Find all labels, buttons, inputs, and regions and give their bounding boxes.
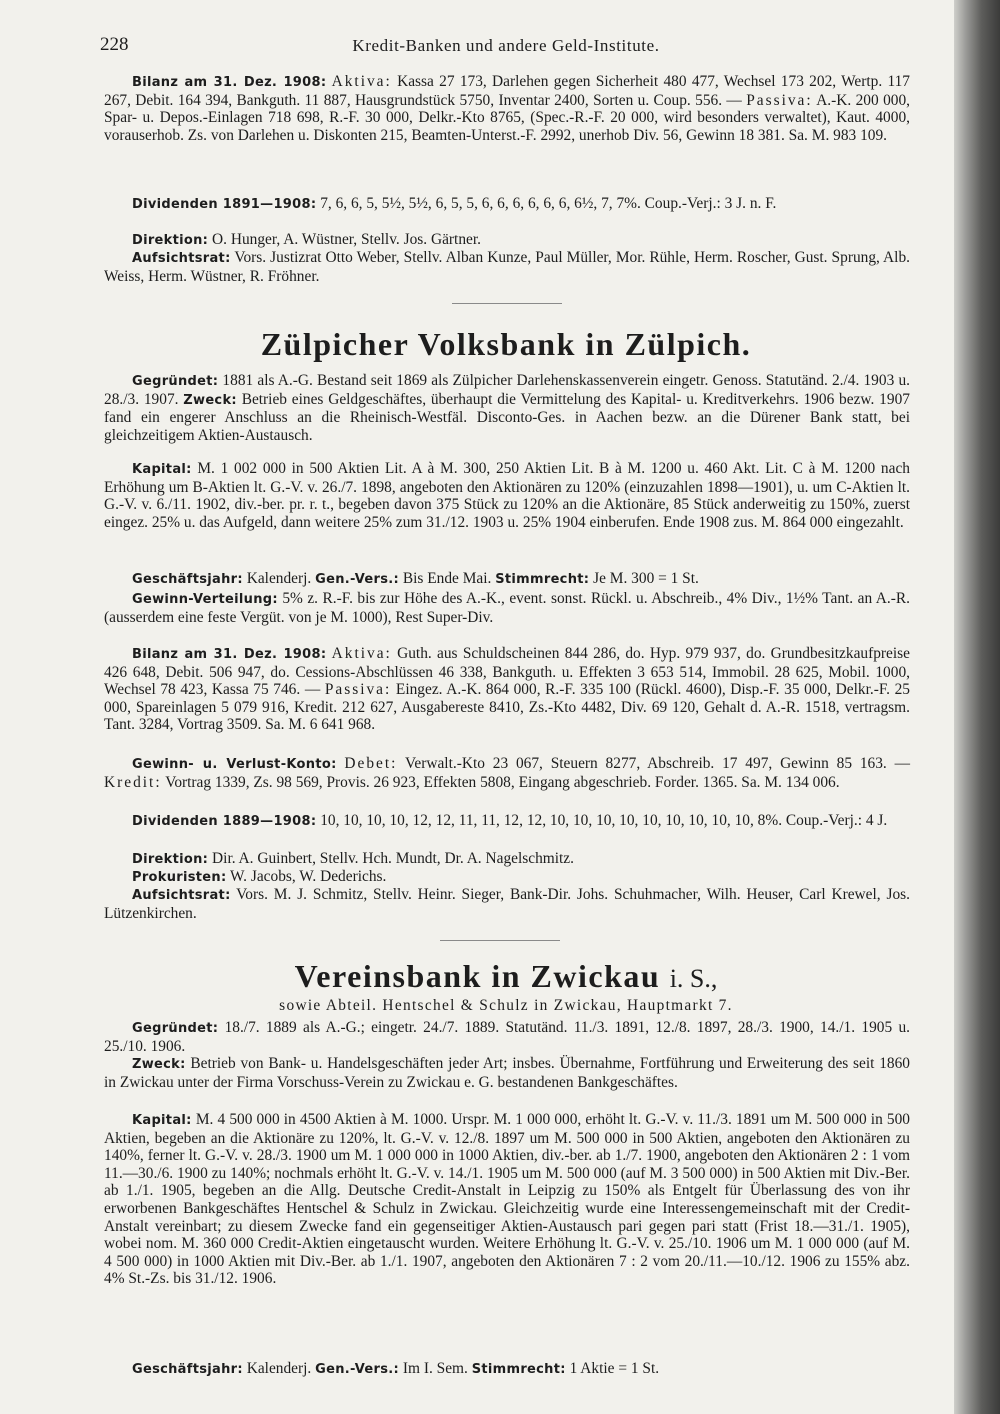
- prev-dividenden-text: 7, 6, 6, 5, 5½, 5½, 6, 5, 5, 6, 6, 6, 6, 6, 6, 6½, 7, 7%. Coup.-Verj.: 3 J. n. F.: [320, 195, 777, 212]
- zuelpich-passiva-label: Passiva:: [324, 681, 392, 699]
- zwickau-kapital-label: Kapital:: [132, 1113, 192, 1128]
- zuelpich-gj-text: Kalenderj.: [246, 570, 312, 587]
- zuelpich-direktion-label: Direktion:: [132, 852, 209, 867]
- zuelpich-gegruendet: [104, 372, 910, 444]
- zuelpich-dividenden-label: Dividenden 1889—1908:: [132, 814, 317, 829]
- zuelpich-gewinnverteilung: [104, 590, 910, 626]
- zwickau-gegruendet-label: Gegründet:: [132, 1021, 219, 1036]
- page-header: [96, 34, 916, 64]
- zuelpich-gegruendet-label: Gegründet:: [132, 374, 219, 389]
- running-head: Kredit-Banken und andere Geld-Institute.: [352, 36, 660, 55]
- prev-direktion-text: O. Hunger, A. Wüstner, Stellv. Jos. Gärtner.: [212, 231, 481, 248]
- zuelpich-zweck-label: Zweck:: [183, 392, 237, 408]
- zuelpich-dividenden: [104, 812, 910, 831]
- zuelpich-kapital: [104, 460, 910, 531]
- zuelpich-stimm-text: Je M. 300 = 1 St.: [593, 570, 699, 587]
- zwickau-gegruendet: [104, 1019, 910, 1055]
- zwickau-gv-label: Gen.-Vers.:: [315, 1362, 400, 1377]
- section-divider-2: [440, 940, 560, 941]
- zwickau-geschaeftsjahr: [104, 1360, 910, 1379]
- zwickau-kapital-text: M. 4 500 000 in 4500 Aktien à M. 1000. Urspr. M. 1 000 000, erhöht lt. G.-V. v. 11./3. 1891 um M. 500 000 in 500 Aktien, begeben an die Aktionäre zu 120%, lt. G.-V. v. 12./8. 1897 um M. 500 000 in 500 Aktien, angeboten den Aktionären zu 140%, ferner lt. G.-V. v. 28./3. 1900 um M. 1 000 000 in 1000 Aktien, div.-ber. ab 1./7. 1900, angeboten den Aktionären 2 : 1 vom 11.—30./6. 1900 zu 140%; nochmals erhöht lt. G.-V. v. 14./1. 1905 um M. 500 000 (auf M. 3 500 000) in 500 Aktien mit Div.-Ber. ab 1./1. 1905, begeben an die Allg. Deutsche Credit-Anstalt in Leipzig zu 150% als Entgelt für Überlassung des von ihr erworbenen Bankgeschäftes Hentschel & Schulz in Zwickau. Gleichzeitig wurde eine Interessengemeinschaft mit der Credit-Anstalt vereinbart; zu diesem Zwecke fand ein gegenseitiger Aktien-Austausch pari gegen pari statt (Frist 18.—31./1. 1905), wobei nom. M. 360 000 Credit-Aktien eingetauscht wurden. Weitere Erhöhung lt. G.-V. v. 25./10. 1906 um M. 1 000 000 (auf M. 4 500 000) in 1000 Aktien mit Div.-Ber. ab 1./1. 1907, angeboten den Aktionären 7 : 2 vom 20./11.—10./12. 1906 zu 155% abz. 4% St.-Zs. bis 31./12. 1906.: [104, 1111, 910, 1288]
- prev-aktiva-text: Kassa 27 173, Darlehen gegen Sicherheit 480 477, Wechsel 173 202, Wertp. 117 267, Debit. 164 394, Bankguth. 11 887, Hausgrundstück 5750, Inventar 2400, Sorten u. Coup. 556. —: [104, 73, 910, 109]
- zuelpich-gewinnverteilung-label: Gewinn-Verteilung:: [132, 592, 278, 607]
- prev-aufsichtsrat: [104, 249, 910, 285]
- prev-aufsichtsrat-text: Vors. Justizrat Otto Weber, Stellv. Alban Kunze, Paul Müller, Mor. Rühle, Herm. Roscher, Gust. Sprung, Alb. Weiss, Herm. Wüstner, R. Fröhner.: [104, 249, 910, 285]
- prev-dividenden: [104, 195, 910, 214]
- zuelpich-aufsichtsrat: [104, 886, 910, 922]
- zuelpich-gv-konto-label: Gewinn- u. Verlust-Konto:: [132, 757, 337, 772]
- zuelpich-kapital-text: M. 1 002 000 in 500 Aktien Lit. A à M. 300, 250 Aktien Lit. B à M. 1200 u. 460 Akt. Lit. C à M. 1200 nach Erhöhung um B-Aktien lt. G.-V. v. 26./7. 1898, angeboten den Aktionären zu 120% (einzuzahlen 1898—1901), u. um C-Aktien lt. G.-V. v. 6./11. 1902, div.-ber. pr. r. t., begeben davon 375 Stück zu 120% an die Aktionäre, 85 Stück anderweitig zu 150%, zuerst eingez. 25% u. das Aufgeld, dann weitere 25% zum 31./12. 1903 u. 25% 1904 einberufen. Ende 1908 zus. M. 864 000 eingezahlt.: [104, 460, 910, 531]
- zuelpich-prokuristen: [104, 868, 910, 887]
- zuelpich-gewinnverteilung-text: 5% z. R.-F. bis zur Höhe des A.-K., event. sonst. Rückl. u. Abschreib., 4% Div., 1½% Tant. an A.-R. (ausserdem eine feste Vergüt. von je M. 1000), Rest Super-Div.: [104, 590, 910, 626]
- prev-direktion-label: Direktion:: [132, 233, 209, 248]
- zuelpich-gegruendet-text: 1881 als A.-G. Bestand seit 1869 als Zülpicher Darlehenskassenverein eingetr. Genoss. Statutänd. 2./4. 1903 u. 28./3. 1907.: [104, 372, 910, 408]
- zuelpich-debet-label: Debet:: [344, 755, 398, 772]
- prev-passiva-text: A.-K. 200 000, Spar- u. Depos.-Einlagen 718 698, R.-F. 30 000, Delkr.-Kto 8765, (Spec.-R.-F. 20 000, wird besonders verwaltet), Kaut. 4000, vorauserhob. Zs. von Darlehen u. Diskonten 215, Beamten-Unterst.-F. 2992, unerhob Div. 56, Gewinn 18 381. Sa. M. 983 109.: [104, 91, 911, 144]
- section-divider: [452, 303, 562, 304]
- prev-passiva-label: Passiva:: [746, 91, 813, 109]
- zwickau-kapital: [104, 1111, 910, 1288]
- prev-aufsichtsrat-label: Aufsichtsrat:: [132, 251, 231, 266]
- zuelpich-passiva-text: Eingez. A.-K. 864 000, R.-F. 335 100 (Rückl. 4600), Disp.-F. 35 000, Delkr.-F. 25 000, Spareinlagen 5 079 916, Kredit. 212 627, Ausgabereste 8410, Zs.-Kto 4482, Div. 69 120, Gehalt d. A.-R. 1518, vertragsm. Tant. 3284, Vortrag 3509. Sa. M. 6 641 968.: [104, 681, 911, 734]
- zuelpich-bilanz: [104, 645, 910, 734]
- zwickau-title: [96, 958, 916, 995]
- zwickau-subtitle: sowie Abteil. Hentschel & Schulz in Zwickau, Hauptmarkt 7.: [279, 997, 733, 1014]
- zuelpich-aktiva-label: Aktiva:: [331, 645, 392, 662]
- zuelpich-kredit-label: Kredit:: [104, 773, 162, 791]
- page-number: 228: [100, 34, 129, 55]
- zuelpich-geschaeftsjahr: [104, 570, 910, 589]
- zuelpich-direktion-text: Dir. A. Guinbert, Stellv. Hch. Mundt, Dr. A. Nagelschmitz.: [212, 850, 574, 867]
- zwickau-gj-label: Geschäftsjahr:: [132, 1362, 243, 1377]
- zuelpich-aufsichtsrat-text: Vors. M. J. Schmitz, Stellv. Heinr. Sieger, Bank-Dir. Johs. Schuhmacher, Wilh. Heuser, Carl Krewel, Jos. Lützenkirchen.: [104, 886, 910, 922]
- zuelpich-kredit-text: Vortrag 1339, Zs. 98 569, Provis. 26 923, Effekten 5808, Eingang abgeschrieb. Forder. 1365. Sa. M. 134 006.: [165, 773, 840, 791]
- zwickau-title-suffix: i. S.,: [669, 964, 718, 993]
- zuelpich-gv-label: Gen.-Vers.:: [315, 572, 400, 587]
- zwickau-gj-text: Kalenderj.: [246, 1360, 312, 1377]
- zuelpich-gj-label: Geschäftsjahr:: [132, 572, 243, 587]
- zuelpich-prokuristen-text: W. Jacobs, W. Dederichs.: [230, 868, 387, 885]
- zwickau-zweck-label: Zweck:: [132, 1057, 186, 1072]
- zuelpich-prokuristen-label: Prokuristen:: [132, 870, 227, 885]
- zwickau-zweck: [104, 1055, 910, 1091]
- prev-aktiva-label: Aktiva:: [331, 73, 392, 90]
- document-page: [96, 0, 916, 1414]
- prev-dividenden-label: Dividenden 1891—1908:: [132, 197, 317, 212]
- zwickau-gv-text: Im I. Sem.: [402, 1360, 468, 1377]
- zuelpich-aktiva-text: Guth. aus Schuldscheinen 844 286, do. Hyp. 979 937, do. Grundbesitzkaufpreise 426 648, Debit. 506 947, do. Cessions-Abschlüssen 46 338, Bankguth. u. Effekten 3 653 514, Immobil. 28 625, Mobil. 1000, Wechsel 78 423, Kassa 75 746. —: [104, 645, 910, 699]
- zuelpich-dividenden-text: 10, 10, 10, 10, 12, 12, 11, 11, 12, 12, 10, 10, 10, 10, 10, 10, 10, 10, 10, 8%. Coup.-Verj.: 4 J.: [320, 812, 888, 829]
- zwickau-gegruendet-text: 18./7. 1889 als A.-G.; eingetr. 24./7. 1889. Statutänd. 11./3. 1891, 12./8. 1897, 28./3. 1900, 14./1. 1905 u. 25./10. 1906.: [104, 1019, 910, 1055]
- zuelpich-gv-text: Bis Ende Mai.: [402, 570, 492, 587]
- zwickau-zweck-text: Betrieb von Bank- u. Handelsgeschäften jeder Art; insbes. Übernahme, Fortführung und Erweiterung des seit 1860 in Zwickau unter der Firma Vorschuss-Verein zu Zwickau e. G. bestandenen Bankgeschäftes.: [104, 1055, 910, 1091]
- prev-bilanz: [104, 73, 910, 144]
- zuelpich-title: Zülpicher Volksbank in Zülpich.: [260, 326, 752, 362]
- zuelpich-bilanz-label: Bilanz am 31. Dez. 1908:: [132, 647, 327, 662]
- zwickau-title-main: Vereinsbank in Zwickau: [294, 958, 661, 994]
- zuelpich-aufsichtsrat-label: Aufsichtsrat:: [132, 888, 231, 903]
- zwickau-stimm-label: Stimmrecht:: [471, 1362, 566, 1377]
- zuelpich-gv-konto: [104, 755, 910, 791]
- zuelpich-zweck-text: Betrieb eines Geldgeschäftes, überhaupt die Vermittelung des Kapital- u. Kreditverkehrs. 1906 bezw. 1907 fand ein engerer Anschluss an die Rheinisch-Westfäl. Disconto-Ges. in Aachen bezw. an die Dürener Bank statt, bei gleichzeitigem Aktien-Austausch.: [104, 390, 910, 444]
- prev-direktion: [104, 231, 910, 250]
- zuelpich-debet-text: Verwalt.-Kto 23 067, Steuern 8277, Abschreib. 17 497, Gewinn 85 163. —: [405, 755, 910, 772]
- prev-bilanz-label: Bilanz am 31. Dez. 1908:: [132, 75, 327, 90]
- zuelpich-kapital-label: Kapital:: [132, 462, 192, 477]
- zuelpich-stimm-label: Stimmrecht:: [495, 572, 590, 587]
- zwickau-stimm-text: 1 Aktie = 1 St.: [569, 1360, 660, 1377]
- page-edge-shadow: [954, 0, 1000, 1414]
- zuelpich-direktion: [104, 850, 910, 869]
